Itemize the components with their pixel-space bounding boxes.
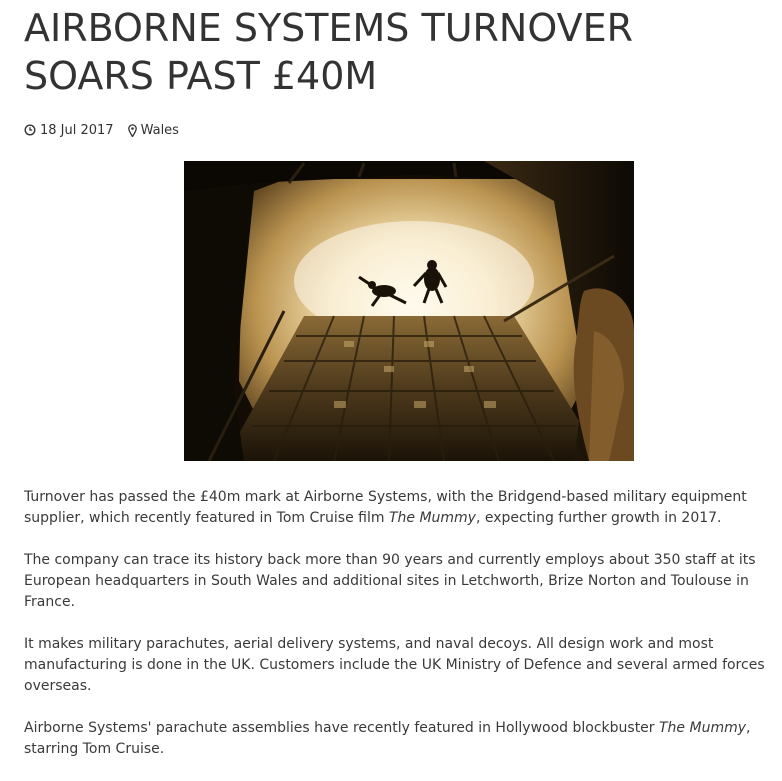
article-hero-image [184,161,634,461]
paragraph-4: Airborne Systems' parachute assemblies have recently featured in Hollywood blockbuster The Mummy, starring Tom Cruise. [24,720,751,757]
article-meta [24,120,179,140]
article-location: Wales [140,122,179,138]
article-body [24,487,776,781]
map-marker-icon [128,124,137,137]
clock-icon [24,124,36,136]
paragraph-2: The company can trace its history back more than 90 years and currently employs about 350 staff at its European headquarters in South Wales and additional sites in Letchworth, Brize Norton and Toulouse in France. [24,552,756,610]
article-date: 18 Jul 2017 [40,122,114,138]
article-title: AIRBORNE SYSTEMS TURNOVER SOARS PAST £40M [24,6,634,98]
paragraph-1: Turnover has passed the £40m mark at Airborne Systems, with the Bridgend-based military equipment supplier, which recently featured in Tom Cruise film The Mummy, expecting further growth in 2017. [24,489,747,526]
paragraph-3: It makes military parachutes, aerial delivery systems, and naval decoys. All design work and most manufacturing is done in the UK. Customers include the UK Ministry of Defence and several armed forces overseas. [24,636,765,694]
